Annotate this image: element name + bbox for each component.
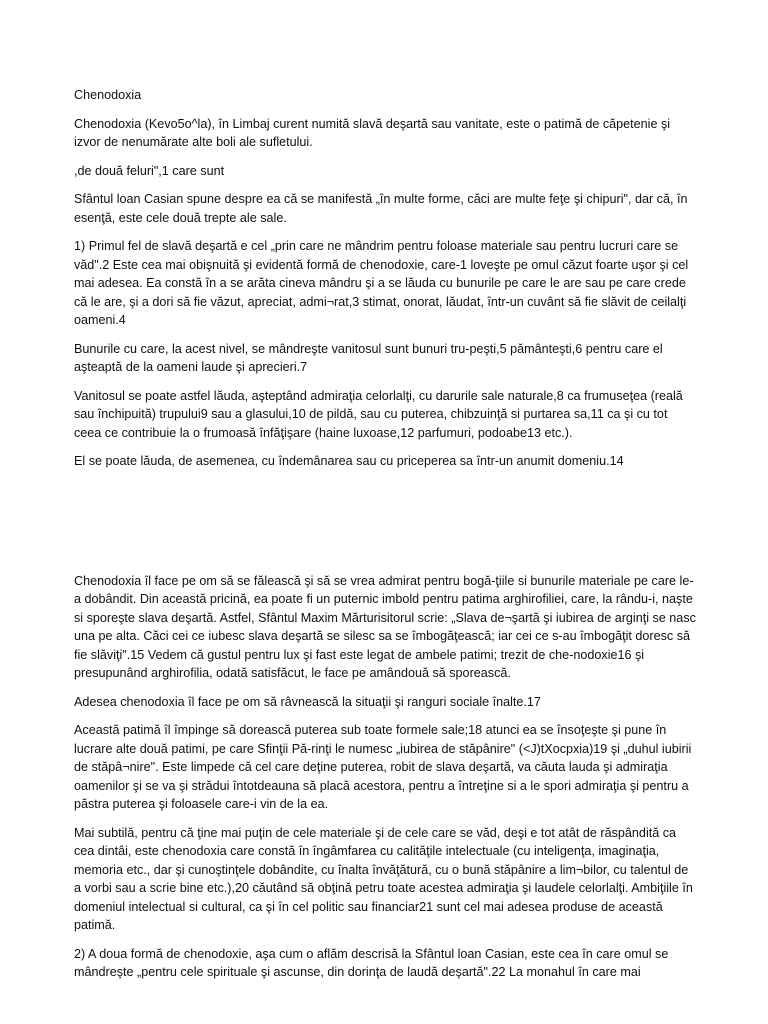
paragraph-wealth: Chenodoxia îl face pe om să se fălească şi să se vrea admirat pentru bogă-ţiile si bunurile materiale pe care le-a dobândit. Din această pricină, ea poate fi un puternic imbold pentru patima arghirofiliei, care, la rându-i, naşte si sporeşte slava deşartă. Astfel, Sfântul Maxim Mărturisitorul scrie: „Slava de¬şartă şi iubirea de arginţi se nasc una pe alta. Căci cei ce iubesc slava deşartă se silesc sa se îmbogăţească; iar cei ce s-au îmbogăţit doresc să fie slăviţi".15 Vedem că gustul pentru lux şi fast este legat de ambele patimi; trezit de che-nodoxie16 şi presupunând arghirofilia, odată satisfăcut, le face pe amândouă să sporească. xyxy=(74,573,696,680)
document-page xyxy=(74,86,698,992)
document-title: Chenodoxia xyxy=(74,88,142,102)
paragraph-power: Această patimă îl împinge să dorească puterea sub toate formele sale;18 atunci ea se însoţeşte şi pune în lucrare alte două patimi, pe care Sfinţii Pă-rinţi le numesc „iubirea de stăpânire" (<J)tXocpxia)19 şi „duhul iubirii de stăpâ¬nire". Este limpede că cel care deţine puterea, robit de slava deşartă, va căuta lauda şi admiraţia oamenilor şi se va şi strădui întotdeauna să placă acestora, pentru a întreţine si a le spori admiraţia şi pentru a păstra puterea şi foloasele care-i vin de la ea. xyxy=(74,723,692,811)
paragraph-bodily-goods: Bunurile cu care, la acest nivel, se mândreşte vanitosul sunt bunuri tru-peşti,5 pământeşti,6 pentru care el aşteaptă de la oameni laude şi aprecieri.7 xyxy=(74,341,663,374)
blank-gap xyxy=(74,481,698,572)
paragraph-first-kind: 1) Primul fel de slavă deşartă e cel „prin care ne mândrim pentru foloase materiale sau pentru lucruri care se văd".2 Este cea mai obişnuită şi evidentă formă de chenodoxie, care-1 loveşte pe omul căzut foarte uşor şi cel mai adesea. Ea constă în a se arăta cineva mândru şi a se lăuda cu bunurile pe care le are sau pe care crede că le are, şi a dori să fie văzut, apreciat, admi¬rat,3 stimat, onorat, lăudat, într-un cuvânt să fie slăvit de ceilalţi oameni.4 xyxy=(74,239,689,327)
paragraph-definition: Chenodoxia (Kevo5o^la), în Limbaj curent numită slavă deşartă sau vanitate, este o patimă de căpetenie şi izvor de nenumărate alte boli ale sufletului. xyxy=(74,116,671,149)
paragraph-skill: El se poate lăuda, de asemenea, cu îndemânarea sau cu priceperea sa într-un anumit domeniu.14 xyxy=(74,454,624,468)
paragraph-two-kinds: ,de două feluri",1 care sunt xyxy=(74,163,225,178)
paragraph-second-kind: 2) A doua formă de chenodoxie, aşa cum o aflăm descrisă la Sfântul loan Casian, este cea în care omul se mândreşte „pentru cele spirituale şi ascunse, din dorinţa de laudă deşartă".22 La monahul în care mai xyxy=(74,946,669,979)
paragraph-natural-gifts: Vanitosul se poate astfel lăuda, aşteptând admiraţia celorlalţi, cu darurile sale naturale,8 ca frumuseţea (reală sau închipuită) trupului9 sau a glasului,10 de pildă, sau cu puterea, chibzuinţă si purtarea sa,11 ca şi cu tot ceea ce contribuie la o frumoasă înfăţişare (haine luxoase,12 parfumuri, podoabe13 etc.). xyxy=(74,388,683,440)
paragraph-social-ranks: Adesea chenodoxia îl face pe om să râvnească la situaţii şi ranguri sociale înalte.17 xyxy=(74,694,541,709)
paragraph-intellectual: Mai subtilă, pentru că ţine mai puţin de cele materiale şi de cele care se văd, deşi e tot atât de răspândită ca cea dintâi, este chenodoxia care constă în îngâmfarea cu calităţile intelectuale (cu inteligenţa, imaginaţia, memoria etc., dar şi cunoştinţele dobândite, cu înalta învăţătură, cu o bună stăpânire a lim¬bilor, cu talentul de a vorbi sau a scrie bine etc.),20 căutând să obţină petru toate acestea admiraţia şi laudele celorlalţi. Ambiţiile în domeniul intelectual si cultural, ca şi în cel politic sau financiar21 sunt cel mai adesea produse de această patimă. xyxy=(74,825,693,932)
paragraph-casian: Sfântul loan Casian spune despre ea că se manifestă „în multe forme, căci are multe feţe şi chipuri", dar că, în esenţă, este cele două trepte ale sale. xyxy=(74,192,688,225)
